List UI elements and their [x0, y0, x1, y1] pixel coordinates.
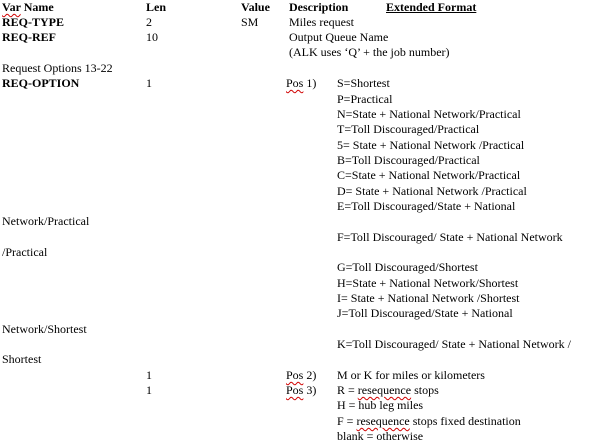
- option-j-wrap: Network/Shortest: [2, 322, 87, 336]
- section-label: Request Options 13-22: [2, 61, 113, 75]
- option-j: J=Toll Discouraged/State + National: [337, 306, 513, 320]
- pos2-len: 1: [146, 368, 152, 382]
- option-n: N=State + National Network/Practical: [337, 107, 521, 121]
- option-s: S=Shortest: [337, 76, 390, 90]
- req-ref-desc: Output Queue Name: [289, 30, 389, 44]
- pos2-pos-word: Pos: [286, 368, 304, 382]
- pos2-label: [286, 368, 316, 382]
- req-option-name: REQ-OPTION: [2, 76, 80, 90]
- pos3-number: 3): [303, 383, 317, 397]
- option-h: H=State + National Network/Shortest: [337, 276, 519, 290]
- header-description: Description: [289, 0, 349, 14]
- pos3-f-word: resequence: [356, 414, 410, 428]
- option-f-wrap: /Practical: [2, 245, 48, 259]
- option-c: C=State + National Network/Practical: [337, 168, 521, 182]
- pos3-option-blank: blank = otherwise: [337, 429, 424, 443]
- option-t: T=Toll Discouraged/Practical: [337, 122, 480, 136]
- option-k-wrap: Shortest: [2, 352, 42, 366]
- req-ref-desc-note: (ALK uses ‘Q’ + the job number): [289, 45, 450, 59]
- pos3-option-h: H = hub leg miles: [337, 398, 424, 412]
- req-ref-len: 10: [146, 30, 158, 44]
- header-len: Len: [146, 0, 167, 14]
- req-type-name: REQ-TYPE: [2, 15, 65, 29]
- pos1-number: 1): [303, 76, 317, 90]
- pos3-label: [286, 383, 316, 397]
- pos3-r-suffix: stops: [411, 383, 439, 397]
- pos3-f-prefix: F =: [337, 414, 357, 428]
- pos1-pos-word: Pos: [286, 76, 304, 90]
- req-type-desc: Miles request: [289, 15, 354, 29]
- option-g: G=Toll Discouraged/Shortest: [337, 260, 478, 274]
- pos1-label: [286, 76, 316, 90]
- pos3-r-prefix: R =: [337, 383, 358, 397]
- header-var-word: Var: [2, 0, 21, 14]
- option-k: K=Toll Discouraged/ State + National Network /: [337, 337, 571, 351]
- pos3-pos-word: Pos: [286, 383, 304, 397]
- header-name-word: Name: [20, 0, 54, 14]
- pos3-r-word: resequence: [357, 383, 412, 397]
- header-value: Value: [241, 0, 270, 14]
- option-d: D= State + National Network /Practical: [337, 184, 527, 198]
- option-e-wrap: Network/Practical: [2, 214, 90, 228]
- req-option-len: 1: [146, 76, 152, 90]
- pos2-number: 2): [303, 368, 317, 382]
- pos3-len: 1: [146, 383, 152, 397]
- req-type-len: 2: [146, 15, 152, 29]
- header-var-name: [2, 0, 54, 14]
- option-f: F=Toll Discouraged/ State + National Network: [337, 230, 563, 244]
- option-5: 5= State + National Network /Practical: [337, 138, 525, 152]
- pos2-text: M or K for miles or kilometers: [337, 368, 485, 382]
- req-type-value: SM: [241, 15, 259, 29]
- option-e: E=Toll Discouraged/State + National: [337, 199, 516, 213]
- option-b: B=Toll Discouraged/Practical: [337, 153, 480, 167]
- pos3-option-r: [337, 383, 439, 397]
- option-p: P=Practical: [337, 92, 393, 106]
- header-extended-format: Extended Format: [386, 0, 477, 14]
- pos3-f-suffix: stops fixed destination: [409, 414, 521, 428]
- req-ref-name: REQ-REF: [2, 30, 56, 44]
- pos3-option-f: [337, 414, 521, 428]
- option-i: I= State + National Network /Shortest: [337, 291, 520, 305]
